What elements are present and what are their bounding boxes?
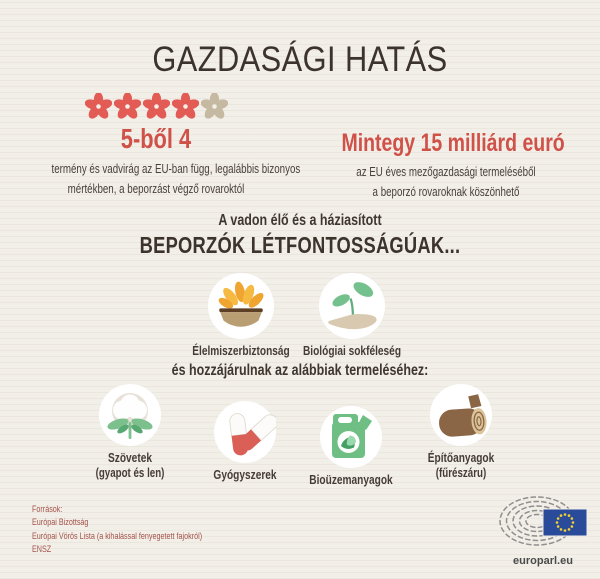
- economy-description-line-2: a beporzó rovaroknak köszönhető: [372, 185, 520, 200]
- benefit-icon-circle: [208, 273, 274, 339]
- benefit-icon-circle: [319, 273, 385, 339]
- source-line: Európai Bizottság: [32, 517, 89, 528]
- product-item-building-materials: [381, 384, 541, 480]
- sources-block: [32, 503, 202, 557]
- product-label: Bioüzemanyagok: [309, 472, 393, 487]
- product-sublabel: (gyapot és len): [95, 466, 165, 480]
- flower-icon: [114, 93, 141, 121]
- grain-bowl-icon: [208, 271, 274, 341]
- pollinators-headline: BEPORZÓK LÉTFONTOSSÁGÚAK...: [139, 232, 461, 258]
- biofuel-can-icon: [320, 406, 382, 468]
- pills-icon: [214, 401, 276, 463]
- product-label: Építőanyagok: [427, 450, 495, 465]
- product-sublabel: (fűrészáru): [435, 466, 487, 480]
- economy-description-line-1: az EU éves mezőgazdasági termeléséből: [356, 165, 536, 179]
- sources-title: Források:: [32, 504, 63, 514]
- crops-description: [51, 159, 301, 200]
- economy-description: [341, 162, 550, 203]
- source-line: Európai Vörös Lista (a kihalással fenyegetett fajokról): [32, 530, 203, 541]
- hand-sprout-icon: [319, 271, 385, 341]
- benefit-label: Élelmiszerbiztonság: [192, 343, 290, 358]
- flower-icon: [172, 93, 199, 121]
- crops-headline: 5-ből 4: [120, 123, 192, 154]
- product-label: Szövetek: [108, 450, 152, 465]
- crops-description-line-2: mértékben, a beporzást végző rovaroktól: [67, 182, 245, 197]
- product-icon-circle: [99, 384, 161, 446]
- cotton-plant-icon: [99, 384, 161, 446]
- benefit-label: Biológiai sokféleség: [302, 343, 402, 358]
- european-parliament-hemicycle-icon: [497, 494, 589, 550]
- wood-log-icon: [430, 384, 492, 446]
- pollinators-intro: A vadon élő és a háziasított: [218, 212, 382, 229]
- crops-stat-block: [22, 93, 301, 200]
- product-icon-circle: [214, 401, 276, 463]
- crops-description-line-1: termény és vadvirág az EU-ban függ, legalábbis bizonyos: [51, 162, 301, 176]
- economy-headline: Mintegy 15 milliárd euró: [341, 129, 565, 157]
- product-label: Gyógyszerek: [213, 467, 277, 482]
- page-title: GAZDASÁGI HATÁS: [152, 40, 448, 79]
- source-line: ENSZ: [32, 544, 52, 555]
- flower-rating: [22, 93, 290, 121]
- contribution-line: és hozzájárulnak az alábbiak termeléséhez:: [171, 362, 429, 379]
- flower-icon: [143, 93, 170, 121]
- europarl-site-label: europarl.eu: [513, 555, 573, 567]
- economy-stat-block: [312, 129, 580, 203]
- flower-icon: [201, 93, 228, 121]
- flower-icon: [85, 93, 112, 121]
- product-icon-circle: [430, 384, 492, 446]
- benefit-item-biodiversity: [272, 273, 432, 358]
- product-icon-circle: [320, 406, 382, 468]
- european-parliament-logo: [497, 494, 589, 567]
- eu-flag-icon: [543, 509, 587, 536]
